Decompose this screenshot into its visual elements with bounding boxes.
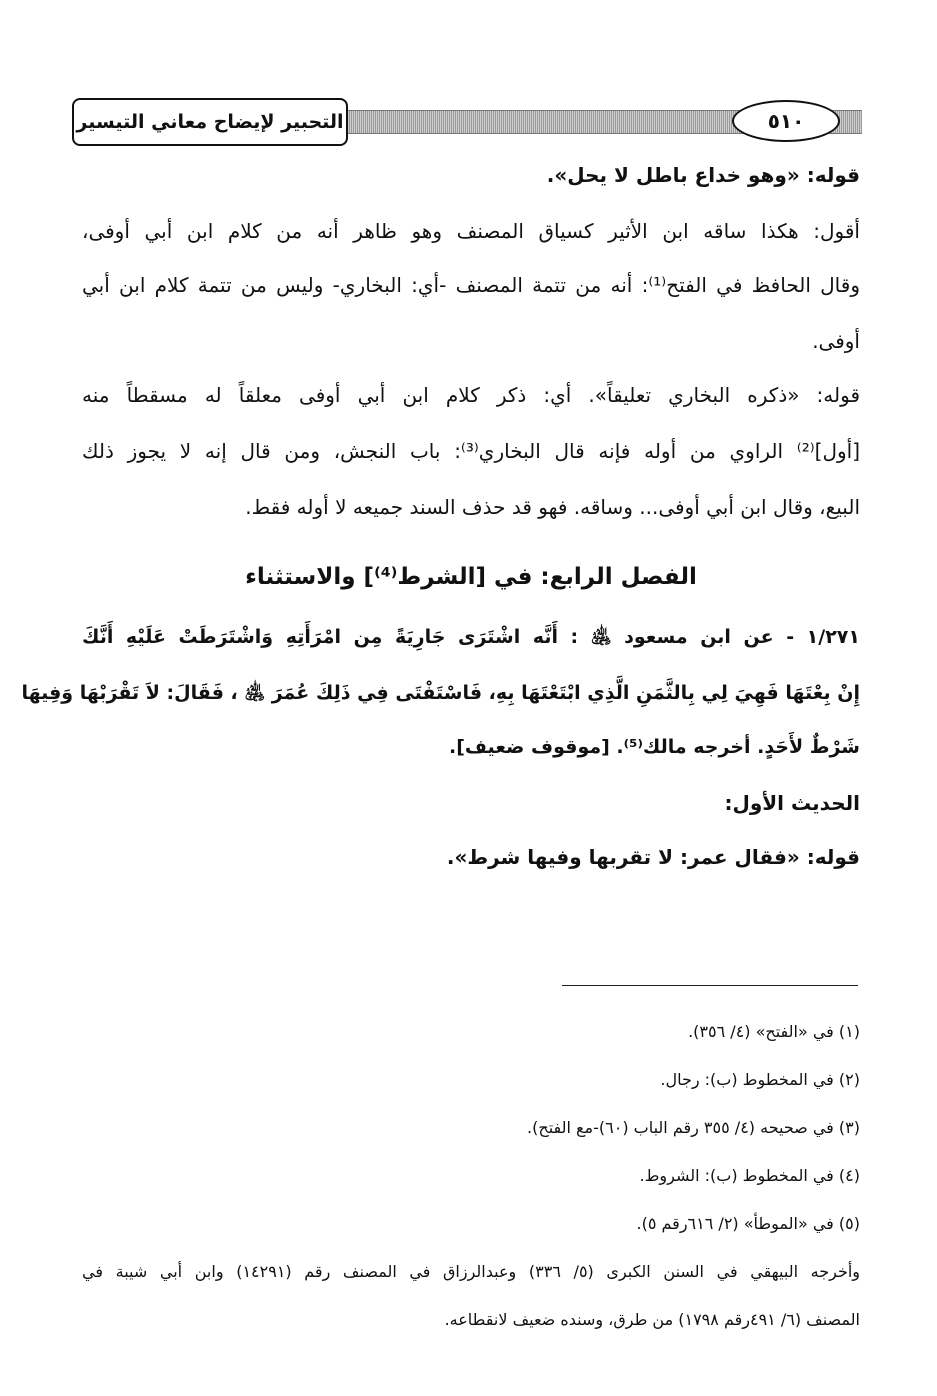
footnote: (١) في «الفتح» (٤/ ٣٥٦). [688,1022,860,1041]
page-number: ٥١٠ [732,100,840,142]
hadith-line: شَرْطٌ لأَحَدٍ. أخرجه مالك⁽⁵⁾. [موقوف ضعيف]. [449,736,860,758]
paragraph-line: [أول]⁽²⁾ الراوي من أوله فإنه قال البخاري⁽³⁾: باب النجش، ومن قال إنه لا يجوز ذلك [82,439,860,463]
hadith-line: ١/٢٧١ - عن ابن مسعود ﵁ : أَنَّه اشْتَرَى جَارِيَةً مِن امْرَأَتِهِ وَاشْتَرَطَتْ عَلَيْهِ أَنَّكَ [82,626,860,648]
paragraph-line: قوله: «فقال عمر: لا تقربها وفيها شرط». [446,845,860,869]
footnote: (٥) في «الموطأ» (٢/ ٦١٦رقم ٥). [636,1214,860,1233]
paragraph-line: البيع، وقال ابن أبي أوفى... وساقه. فهو قد حذف السند جميعه لا أوله فقط. [245,495,860,519]
footnote: (٣) في صحيحه (٤/ ٣٥٥ رقم الباب (٦٠)-مع الفتح). [527,1118,860,1137]
paragraph-line: قوله: «ذكره البخاري تعليقاً». أي: ذكر كلام ابن أبي أوفى معلقاً له مسقطاً منه [82,383,860,407]
section-heading: الفصل الرابع: في [الشرط⁽⁴⁾] والاستثناء [245,564,697,590]
paragraph-line: أوفى. [812,329,860,353]
paragraph-line: وقال الحافظ في الفتح⁽¹⁾: أنه من تتمة المصنف -أي: البخاري- وليس من تتمة كلام ابن أبي [82,273,860,297]
paragraph-line: أقول: هكذا ساقه ابن الأثير كسياق المصنف وهو ظاهر أنه من كلام ابن أبي أوفى، [82,219,860,243]
footnotes [21,0,861,1396]
footnote: (٤) في المخطوط (ب): الشروط. [639,1166,860,1185]
sub-heading: الحديث الأول: [724,791,860,815]
footnote: (٢) في المخطوط (ب): رجال. [660,1070,860,1089]
hadith-line: إِنْ بِعْتَهَا فَهِيَ لِي بِالثَّمَنِ الَّذِي ابْتَعْتَهَا بِهِ، فَاسْتَفْتَى فِي ذَلِكَ عُمَرَ ﵁ ، فَقَالَ: لاَ تَقْرَبْهَا وَفِيهَا [21,682,860,704]
footnote: المصنف (٦/ ٤٩١رقم ١٧٩٨) من طرق، وسنده ضعيف لانقطاعه. [444,1310,860,1329]
book-title: التحبير لإيضاح معاني التيسير [72,98,348,146]
footnote: وأخرجه البيهقي في السنن الكبرى (٥/ ٣٣٦) وعبدالرزاق في المصنف رقم (١٤٢٩١) وابن أبي شيبة في [82,1262,861,1281]
paragraph-line: قوله: «وهو خداع باطل لا يحل». [546,163,860,187]
